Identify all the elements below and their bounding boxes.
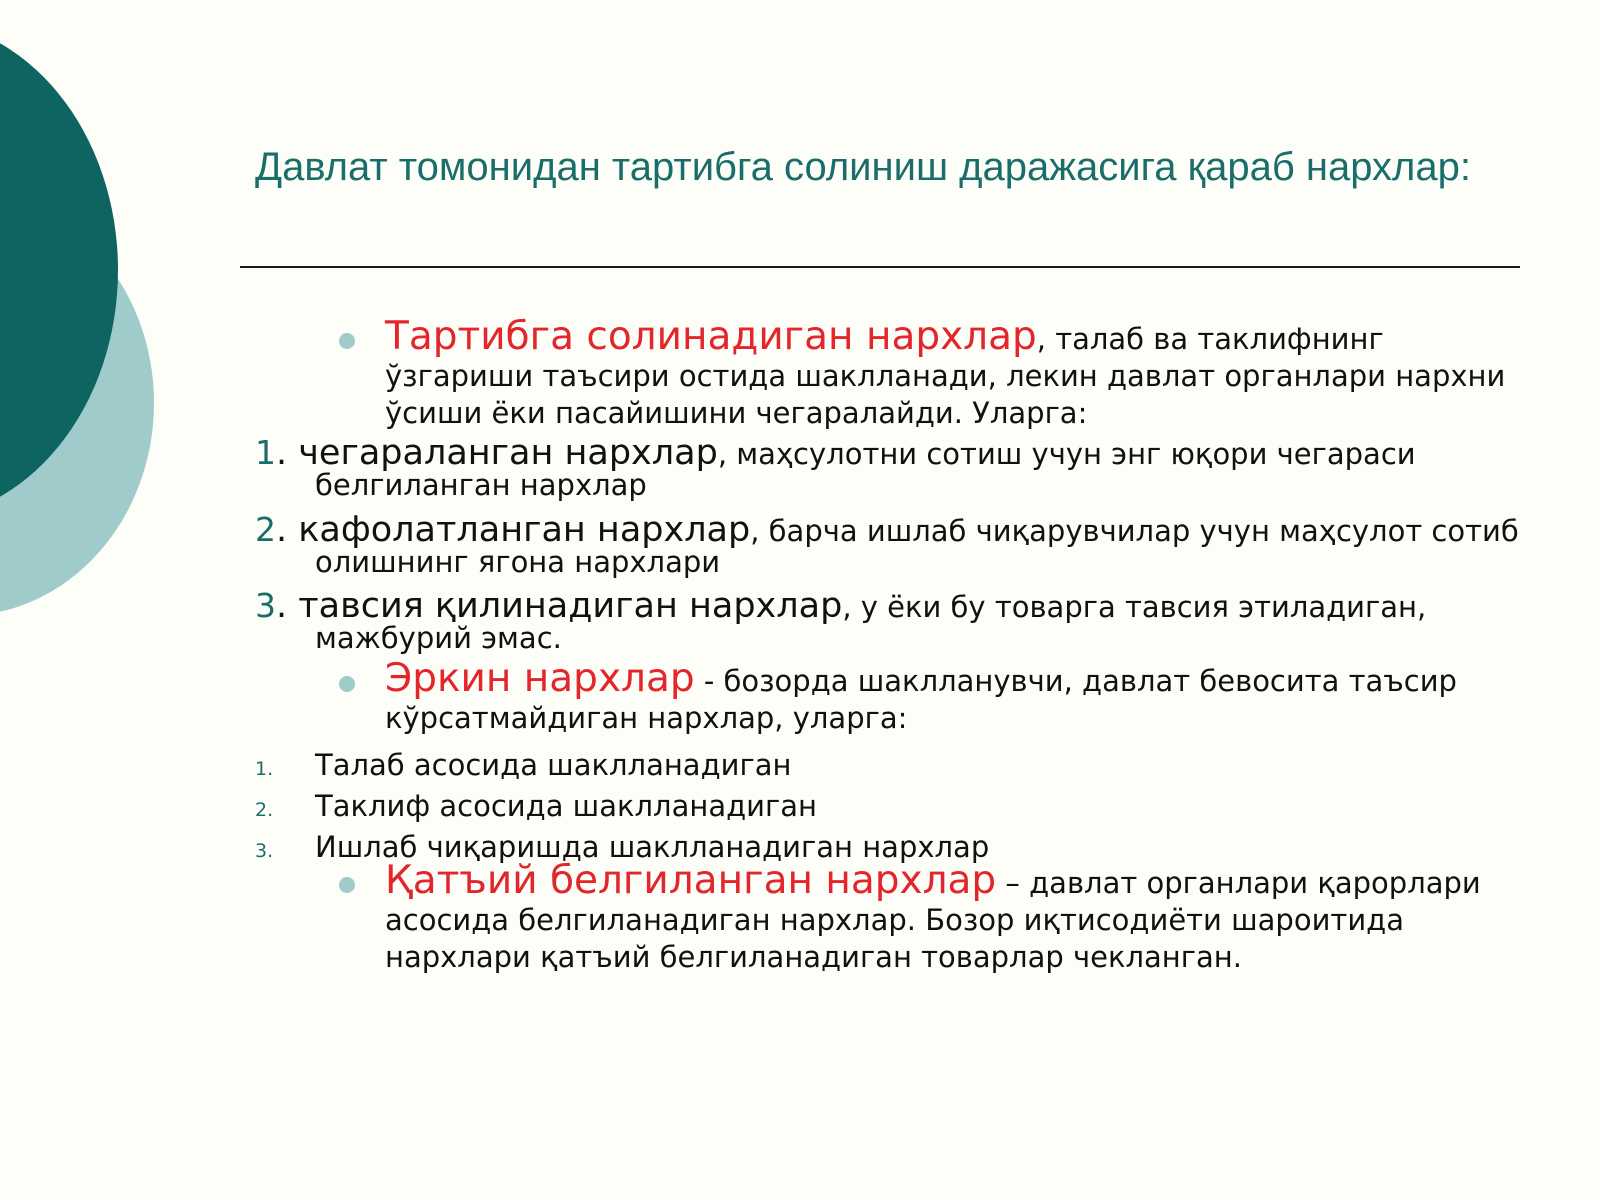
item-number: 2. [255,799,274,821]
section-fixed [385,858,1515,978]
item-text: , барча ишлаб чиқарувчилар учун маҳсулот сотиб олишнинг ягона нархлари [315,514,1519,579]
item-text: , маҳсулотни сотиш учун энг юқори чегараси белгиланган нархлар [315,437,1416,502]
item-number: 1 [255,433,276,472]
section-text: , талаб ва таклифнинг ўзгариши таъсири остида шаклланади, лекин давлат органлари нархни ўсиши ёки пасайишини чегаралайди. Уларга: [385,322,1506,430]
item-number: 1. [255,758,274,780]
section-free [385,656,1515,739]
item-number: 3. [255,840,274,862]
section-term: Қатъий белгиланган нархлар [385,858,997,903]
section-term: Эркин нархлар [385,656,695,701]
section-text: - бозорда шаклланувчи, давлат бевосита таъсир кўрсатмайдиган нархлар, уларга: [385,664,1457,735]
section-text: – давлат органлари қарорлари асосида белгиланадиган нархлар. Бозор иқтисодиёти шароитида нархлари қатъий белгиланадиган товарлар чекланган. [385,866,1481,974]
regulated-item [255,510,1585,579]
regulated-item [255,433,1585,502]
section-term: Тартибга солинадиган нархлар [385,314,1037,359]
free-item: Таклиф асосида шаклланадиган [315,789,817,823]
item-term: . тавсия қилинадиган нархлар [276,586,843,626]
bullet-icon [339,676,355,692]
item-term: . чегараланган нархлар [276,433,718,473]
item-text: , у ёки бу товарга тавсия этиладиган, мажбурий эмас. [315,590,1427,655]
item-number: 2 [255,510,276,549]
free-item: Талаб асосида шаклланадиган [315,748,792,782]
regulated-item [255,586,1585,655]
section-regulated [385,314,1515,434]
free-item: Ишлаб чиқаришда шаклланадиган нархлар [315,830,990,864]
slide-title: Давлат томонидан тартибга солиниш даражасига қараб нархлар: [255,145,1471,189]
title-divider [240,266,1520,268]
item-term: . кафолатланган нархлар [276,510,751,550]
bullet-icon [339,333,355,349]
item-number: 3 [255,586,276,625]
bullet-icon [339,877,355,893]
